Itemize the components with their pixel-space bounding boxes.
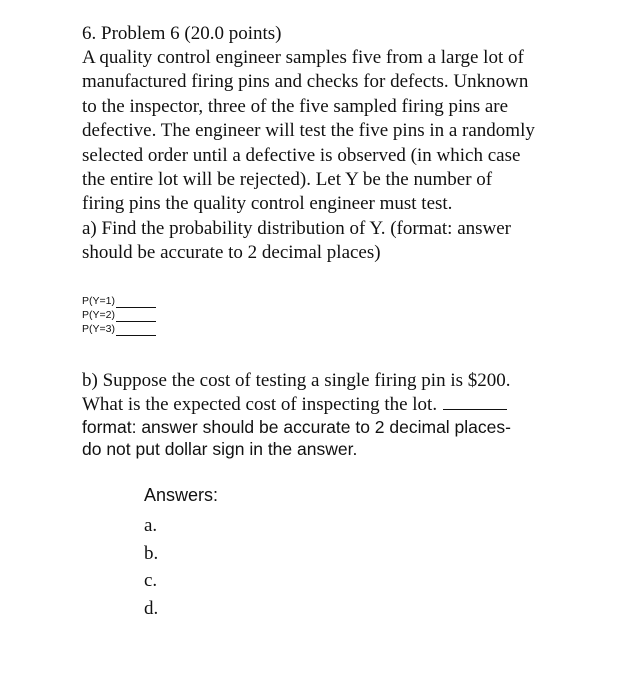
statement-line: manufactured firing pins and checks for defects. Unknown <box>82 71 529 93</box>
part-b-question-row <box>82 393 602 417</box>
answer-blank-y2[interactable] <box>116 310 156 322</box>
answers-heading: Answers: <box>144 485 219 505</box>
problem-title: 6. Problem 6 (20.0 points) <box>82 23 282 44</box>
statement-line: firing pins the quality control engineer must test. <box>82 193 453 215</box>
prob-row-y3 <box>82 322 156 336</box>
answer-item: b. <box>144 542 159 564</box>
prob-label: P(Y=3) <box>82 323 115 335</box>
answers-section <box>144 484 218 622</box>
prob-label: P(Y=2) <box>82 309 115 321</box>
problem-statement <box>82 46 582 266</box>
format-note: do not put dollar sign in the answer. <box>82 438 358 459</box>
part-b <box>82 369 602 460</box>
statement-line: a) Find the probability distribution of Y. (format: answer <box>82 217 512 239</box>
answer-item: d. <box>144 597 159 619</box>
format-note: format: answer should be accurate to 2 decimal places- <box>82 417 511 437</box>
statement-line: defective. The engineer will test the five pins in a randomly <box>82 120 535 142</box>
statement-line: selected order until a defective is observed (in which case <box>82 144 521 166</box>
statement-line: should be accurate to 2 decimal places) <box>82 242 381 264</box>
prob-row-y2 <box>82 308 156 322</box>
probability-fields <box>82 294 156 336</box>
answer-item: c. <box>144 570 158 591</box>
statement-line: to the inspector, three of the five sampled firing pins are <box>82 95 509 117</box>
answer-blank-expected-cost[interactable] <box>443 393 507 410</box>
statement-line: the entire lot will be rejected). Let Y be the number of <box>82 169 493 191</box>
prob-row-y1 <box>82 294 156 308</box>
part-b-line: b) Suppose the cost of testing a single firing pin is $200. <box>82 370 511 391</box>
part-b-line: What is the expected cost of inspecting the lot. <box>82 394 438 415</box>
statement-line: A quality control engineer samples five from a large lot of <box>82 47 524 68</box>
prob-label: P(Y=1) <box>82 295 115 307</box>
answer-item: a. <box>144 515 158 536</box>
answer-blank-y3[interactable] <box>116 324 156 336</box>
answer-blank-y1[interactable] <box>116 296 156 308</box>
